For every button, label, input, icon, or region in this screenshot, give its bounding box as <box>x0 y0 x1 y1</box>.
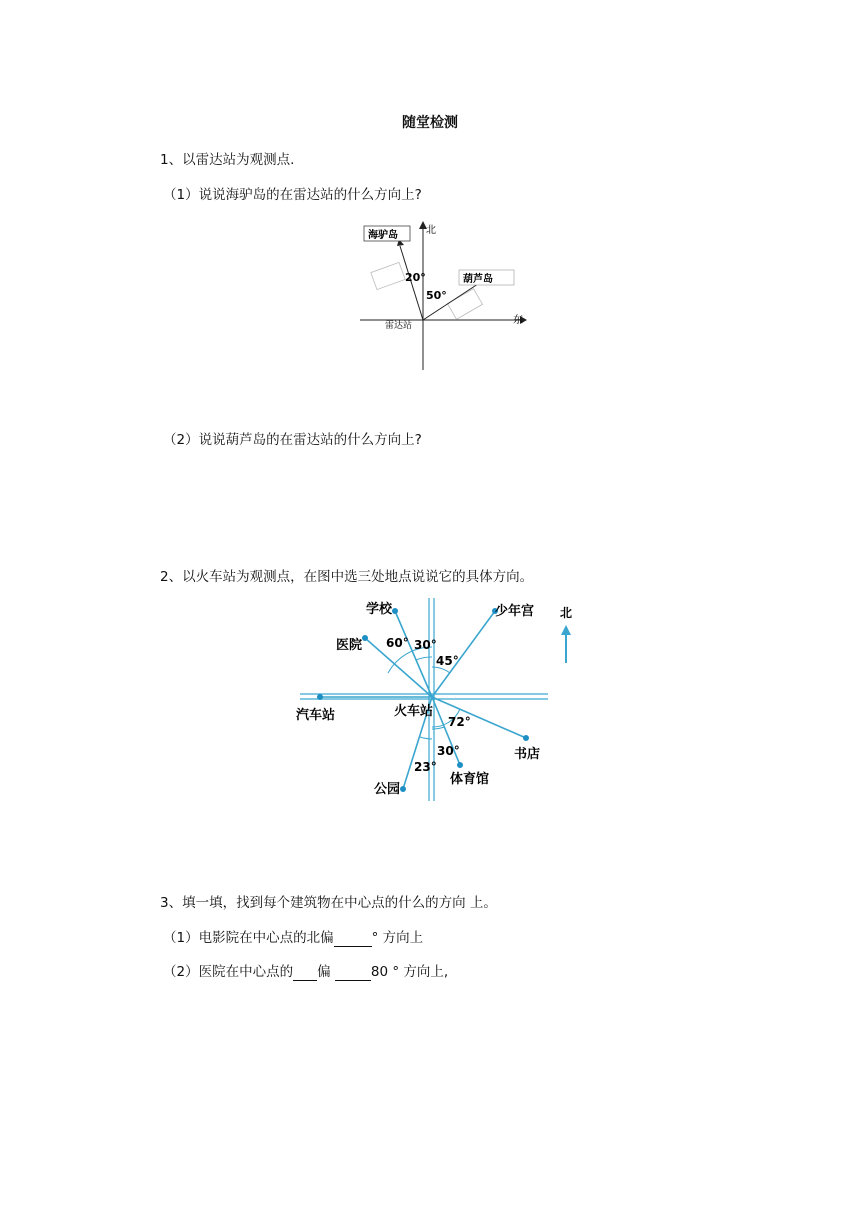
question-1-heading: 1、以雷达站为观测点. <box>160 152 295 168</box>
question-1-sub-1: （1）说说海驴岛的在雷达站的什么方向上? <box>163 187 422 203</box>
angle-label-30b: 30° <box>437 744 460 758</box>
angle-label-30: 30° <box>414 638 437 652</box>
question-3-item-1 <box>163 926 423 947</box>
dot-bookstore <box>523 735 529 741</box>
label-bus: 汽车站 <box>296 708 336 723</box>
question-1-sub-2: （2）说说葫芦岛的在雷达站的什么方向上? <box>163 432 422 448</box>
origin-label: 雷达站 <box>385 321 413 331</box>
north-label: 北 <box>426 225 436 236</box>
island-b-label: 葫芦岛 <box>463 274 493 285</box>
angle-b-label: 50° <box>426 289 447 302</box>
angle-label-23: 23° <box>414 760 437 774</box>
item-1-prefix: （1）电影院在中心点的北偏 <box>163 930 334 946</box>
angle-label-45: 45° <box>436 654 459 668</box>
north-label-2: 北 <box>560 606 573 620</box>
dot-park <box>400 786 406 792</box>
arc-30 <box>416 657 432 660</box>
angle-label-60: 60° <box>386 636 409 650</box>
train-station-diagram <box>290 593 590 808</box>
item-2-blank-direction[interactable] <box>293 964 317 981</box>
item-1-suffix: ° 方向上 <box>371 930 424 946</box>
label-gym: 体育馆 <box>450 772 490 787</box>
page-title: 随堂检测 <box>402 115 458 131</box>
question-3-item-2 <box>163 960 448 981</box>
dot-gym <box>457 762 463 768</box>
item-1-blank[interactable] <box>334 930 372 947</box>
item-2-middle: 偏 <box>317 964 335 980</box>
radar-station-diagram <box>355 215 535 375</box>
dot-school <box>392 608 398 614</box>
label-school: 学校 <box>366 602 393 617</box>
angle-a-label: 20° <box>405 271 426 284</box>
east-label: 东 <box>513 315 523 326</box>
arc-23 <box>420 737 432 739</box>
dot-hospital <box>362 635 368 641</box>
faint-box-left <box>371 262 405 289</box>
question-2-heading: 2、以火车站为观测点，在图中选三处地点说说它的具体方向。 <box>160 569 534 585</box>
ray-school <box>395 611 432 697</box>
question-3-heading: 3、填一填，找到每个建筑物在中心点的什么的方向 上。 <box>160 895 497 911</box>
item-2-blank-secondary[interactable] <box>335 964 371 981</box>
faint-box-right <box>448 289 483 320</box>
label-park: 公园 <box>374 782 401 797</box>
label-palace: 少年宫 <box>495 604 535 619</box>
item-2-value: 80 ° <box>370 964 400 980</box>
angle-label-72: 72° <box>448 715 471 729</box>
dot-bus <box>317 694 323 700</box>
label-bookstore: 书店 <box>514 747 541 762</box>
item-2-prefix: （2）医院在中心点的 <box>163 964 294 980</box>
north-arrow-icon <box>561 625 571 635</box>
label-center: 火车站 <box>394 704 434 719</box>
island-a-label: 海驴岛 <box>368 230 398 241</box>
item-2-suffix: 方向上, <box>399 964 449 980</box>
label-hospital: 医院 <box>336 638 363 653</box>
